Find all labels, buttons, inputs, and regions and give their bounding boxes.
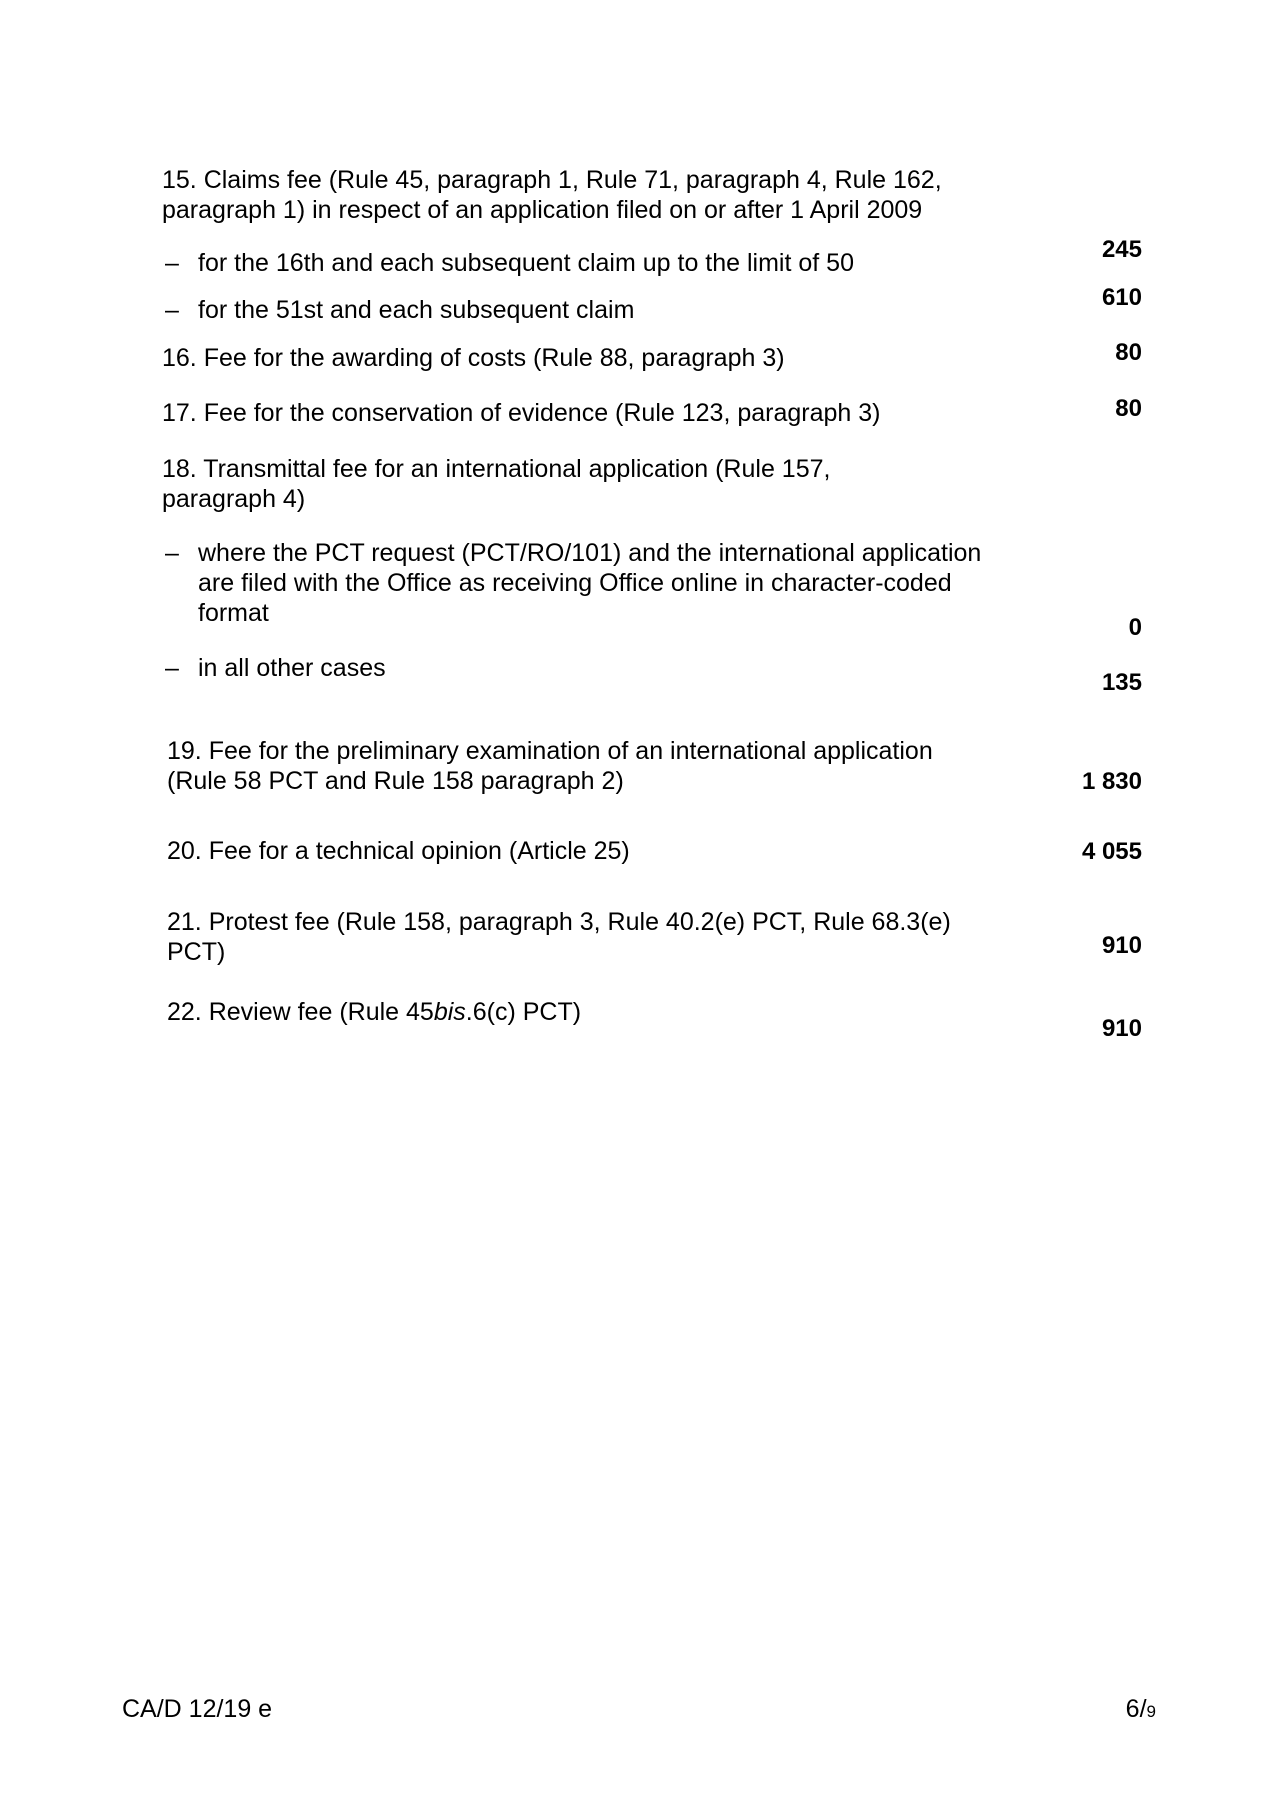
item-18-sub-1-line-2: are filed with the Office as receiving Office online in character-coded [198, 569, 952, 597]
item-22-amount: 910 [1101, 1015, 1142, 1042]
item-22-prefix: 22. Review fee (Rule 45 [167, 998, 434, 1026]
item-20-text: 20. Fee for a technical opinion (Article 25) [167, 837, 630, 865]
item-15-sub-2-amount: 610 [1101, 284, 1142, 311]
item-15-line-2: paragraph 1) in respect of an application filed on or after 1 April 2009 [162, 196, 923, 224]
item-18-sub-2-dash: – [165, 654, 179, 682]
item-20-amount: 4 055 [1081, 838, 1142, 865]
item-18-sub-1-dash: – [165, 539, 179, 567]
item-21-line-1: 21. Protest fee (Rule 158, paragraph 3, Rule 40.2(e) PCT, Rule 68.3(e) [167, 908, 951, 936]
item-17-amount: 80 [1115, 395, 1142, 422]
item-15-sub-2-text: for the 51st and each subsequent claim [198, 296, 635, 324]
item-18-line-2: paragraph 4) [162, 485, 306, 513]
item-22-italic: bis [433, 998, 466, 1026]
item-18-sub-1-line-3: format [198, 599, 269, 627]
item-21-line-2: PCT) [167, 938, 226, 966]
item-15-sub-1-dash: – [165, 249, 179, 277]
footer-page-total: 9 [1146, 1702, 1156, 1721]
item-15-sub-1-amount: 245 [1101, 236, 1142, 263]
item-18-sub-1-line-1: where the PCT request (PCT/RO/101) and the international application [198, 539, 982, 567]
item-21-amount: 910 [1101, 932, 1142, 959]
item-15-line-1: 15. Claims fee (Rule 45, paragraph 1, Rule 71, paragraph 4, Rule 162, [162, 166, 942, 194]
item-15-sub-2-dash: – [165, 296, 179, 324]
item-16-text: 16. Fee for the awarding of costs (Rule 88, paragraph 3) [162, 344, 785, 372]
item-18-sub-1-amount: 0 [1128, 614, 1142, 641]
item-19-amount: 1 830 [1081, 768, 1142, 795]
item-18-line-1: 18. Transmittal fee for an international application (Rule 157, [162, 455, 831, 483]
footer-page-number [1126, 1694, 1156, 1727]
footer-doc-id: CA/D 12/19 e [122, 1695, 273, 1723]
item-22-suffix: .6(c) PCT) [465, 998, 582, 1026]
item-15-sub-1-text: for the 16th and each subsequent claim up to the limit of 50 [198, 249, 854, 277]
footer-page-current: 6/ [1125, 1695, 1147, 1723]
item-18-sub-2-amount: 135 [1101, 669, 1142, 696]
item-18-sub-2-text: in all other cases [198, 654, 386, 682]
item-16-amount: 80 [1115, 339, 1142, 366]
item-17-text: 17. Fee for the conservation of evidence (Rule 123, paragraph 3) [162, 399, 881, 427]
item-19-line-2: (Rule 58 PCT and Rule 158 paragraph 2) [167, 767, 624, 795]
item-22-text [167, 997, 581, 1027]
item-19-line-1: 19. Fee for the preliminary examination of an international application [167, 737, 933, 765]
